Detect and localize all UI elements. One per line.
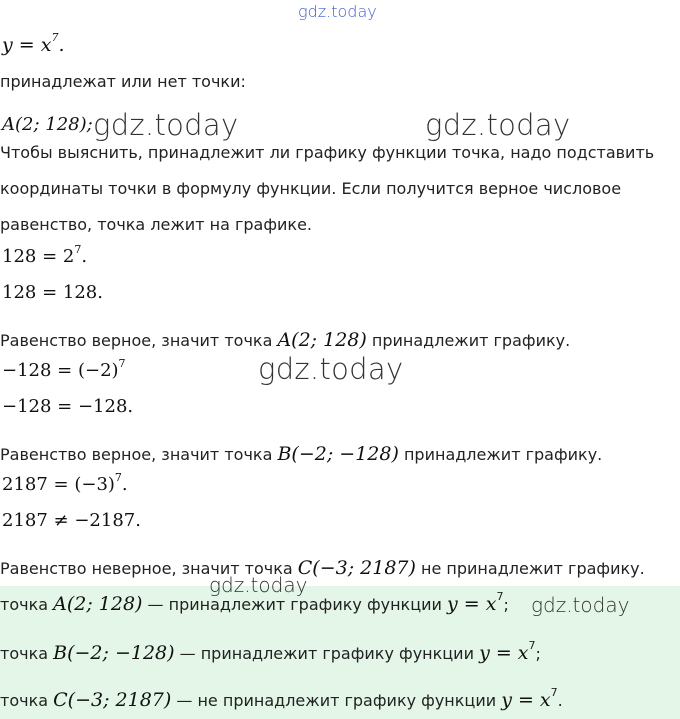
calc-c1-exp: 7: [114, 471, 122, 484]
function-exponent: 7: [51, 31, 59, 44]
watermark-5: gdz.today: [531, 593, 630, 617]
watermark-3: gdz.today: [258, 352, 404, 386]
calc-c1-text: 2187 = (−3): [2, 474, 115, 495]
answer-a-exp: 7: [496, 590, 504, 603]
result-b: [0, 443, 602, 465]
answer-b: [0, 639, 541, 664]
answer-c-pre: точка: [0, 691, 54, 710]
answer-b-pre: точка: [0, 644, 54, 663]
watermark-1: gdz.today: [93, 108, 239, 142]
result-c: [0, 557, 645, 579]
watermark-top: gdz.today: [298, 2, 377, 21]
result-b-post: принадлежит графику.: [398, 445, 603, 464]
answer-a-mid: — принадлежит графику функции: [142, 595, 447, 614]
function-formula: [2, 31, 65, 56]
calc-b-line-1: [2, 357, 126, 381]
calc-c-line-1: [2, 471, 128, 495]
answer-b-mid: — принадлежит графику функции: [174, 644, 480, 663]
watermark-4: gdz.today: [209, 573, 308, 597]
result-a-point: A(2; 128): [277, 329, 367, 351]
calc-c-line-2: 2187 ≠ −2187.: [2, 510, 141, 531]
result-a-post: принадлежит графику.: [366, 331, 571, 350]
answer-c-exp: 7: [550, 686, 558, 699]
calc-a1-text: 128 = 2: [2, 246, 75, 267]
answer-a-func: y = x: [446, 593, 497, 615]
calc-b1-exp: 7: [118, 357, 126, 370]
answer-c-point: C(−3; 2187): [53, 689, 172, 711]
explanation-line-1: Чтобы выяснить, принадлежит ли графику функции точка, надо подставить: [0, 143, 655, 162]
answer-c-end: .: [557, 691, 563, 710]
calc-a-line-2: 128 = 128.: [2, 282, 103, 303]
calc-a-line-1: [2, 243, 88, 267]
answer-a-point: A(2; 128): [53, 593, 143, 615]
answer-c-func: y = x: [501, 689, 551, 711]
result-c-pre: Равенство неверное, значит точка: [0, 559, 298, 578]
result-c-point: C(−3; 2187): [297, 557, 416, 579]
function-text: y = x: [2, 34, 52, 56]
calc-b1-text: −128 = (−2): [2, 360, 119, 381]
calc-c1-end: .: [121, 474, 128, 495]
answer-b-exp: 7: [528, 639, 536, 652]
watermark-2: gdz.today: [425, 108, 571, 142]
calc-a1-exp: 7: [74, 243, 82, 256]
function-end: .: [58, 34, 65, 56]
question-text: принадлежат или нет точки:: [0, 72, 246, 91]
result-b-pre: Равенство верное, значит точка: [0, 445, 278, 464]
result-b-point: B(−2; −128): [277, 443, 399, 465]
result-a-pre: Равенство верное, значит точка: [0, 331, 278, 350]
answer-b-end: ;: [535, 644, 541, 663]
answer-c: [0, 686, 563, 711]
calc-b-line-2: −128 = −128.: [2, 396, 134, 417]
result-c-post: не принадлежит графику.: [415, 559, 645, 578]
answer-a: [0, 590, 509, 615]
answer-b-func: y = x: [479, 642, 529, 664]
answer-b-point: B(−2; −128): [53, 642, 175, 664]
point-a-label: A(2; 128);: [2, 114, 93, 135]
answer-c-mid: — не принадлежит графику функции: [171, 691, 502, 710]
answer-a-pre: точка: [0, 595, 54, 614]
answer-a-end: ;: [503, 595, 509, 614]
explanation-line-3: равенство, точка лежит на графике.: [0, 215, 312, 234]
explanation-line-2: координаты точки в формулу функции. Если получится верное числовое: [0, 179, 622, 198]
calc-a1-end: .: [81, 246, 88, 267]
result-a: [0, 329, 570, 351]
